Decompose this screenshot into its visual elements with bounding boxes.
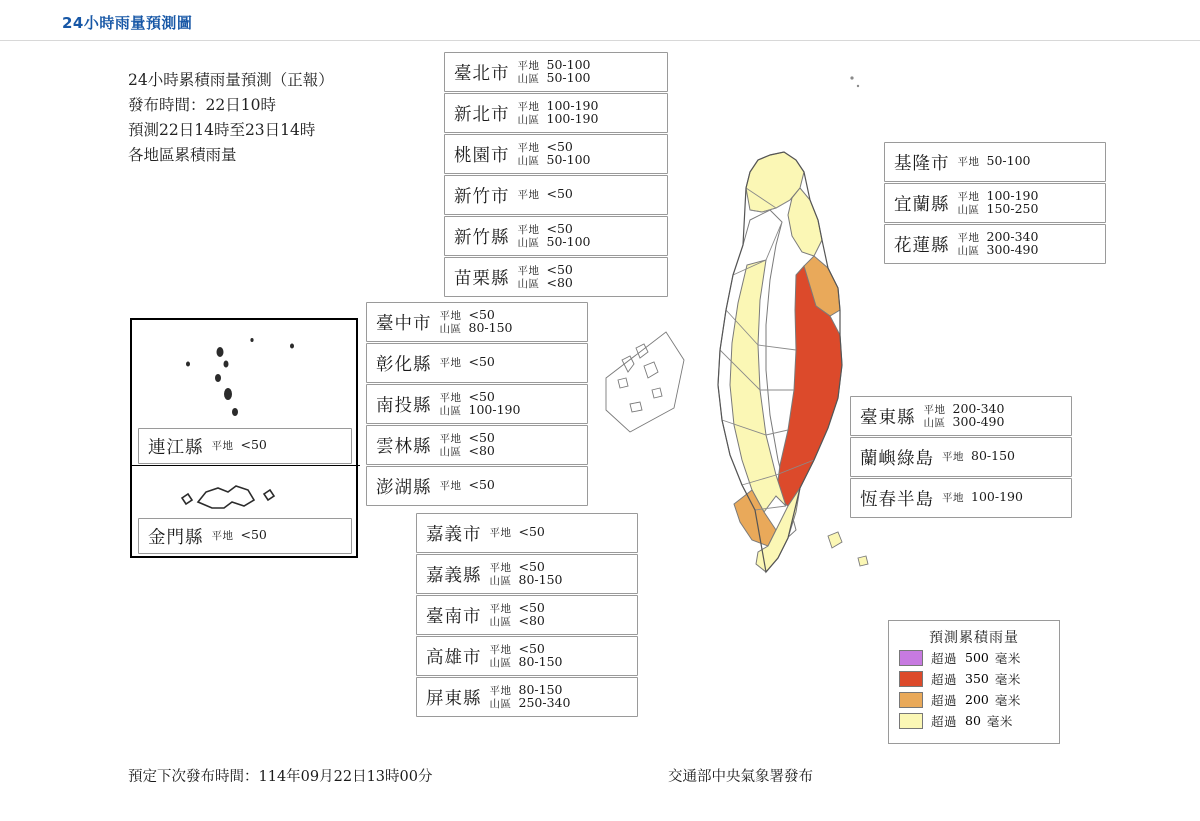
- label-plain: 平地: [211, 530, 234, 543]
- value-mountain: 300-490: [952, 414, 1005, 429]
- county-name: 雲林縣: [376, 436, 432, 457]
- label-mountain: 山區: [517, 155, 540, 167]
- county-box-tainan[interactable]: [416, 595, 638, 635]
- value-plain: <50: [518, 524, 545, 540]
- value-mountain: 150-250: [986, 201, 1039, 216]
- value-mountain: 80-150: [518, 572, 563, 587]
- label-plain: 平地: [957, 190, 980, 203]
- county-name: 宜蘭縣: [894, 194, 950, 215]
- county-box-new-taipei[interactable]: [444, 93, 668, 133]
- county-values: [517, 261, 573, 291]
- value-plain: 200-340: [952, 400, 1005, 416]
- legend-unit: 毫米: [994, 692, 1021, 708]
- county-values: [517, 97, 599, 127]
- label-plain: 平地: [439, 357, 462, 370]
- county-name: 新竹縣: [454, 227, 510, 248]
- county-box-kaohsiung[interactable]: [416, 636, 638, 676]
- value-plain: <50: [468, 306, 495, 322]
- county-name: 新竹市: [454, 186, 510, 207]
- county-values: [212, 439, 267, 453]
- value-plain: 50-100: [546, 56, 591, 72]
- county-name: 金門縣: [148, 527, 204, 548]
- label-plain: 平地: [517, 223, 540, 236]
- value-plain: <50: [546, 186, 573, 202]
- county-values: [440, 356, 495, 370]
- county-box-chiayi-county[interactable]: [416, 554, 638, 594]
- value-plain: 80-150: [971, 448, 1015, 464]
- label-plain: 平地: [517, 189, 540, 202]
- label-plain: 平地: [957, 156, 980, 169]
- legend-over-label: 超過: [931, 713, 958, 729]
- info-line-3: 預測22日14時至23日14時: [128, 121, 316, 139]
- county-box-pingtung[interactable]: [416, 677, 638, 717]
- title-divider: [0, 40, 1200, 41]
- label-plain: 平地: [439, 480, 462, 493]
- county-name: 桃園市: [454, 145, 510, 166]
- value-plain: <50: [546, 220, 573, 236]
- value-mountain: 50-100: [546, 234, 591, 249]
- county-values: [518, 188, 573, 202]
- label-plain: 平地: [439, 391, 462, 404]
- county-box-taitung[interactable]: [850, 396, 1072, 436]
- county-name: 臺中市: [376, 313, 432, 334]
- county-name: 嘉義市: [426, 524, 482, 545]
- legend-over-label: 超過: [931, 650, 958, 666]
- county-values: [942, 450, 1015, 464]
- value-plain: <50: [518, 640, 545, 656]
- legend-value: 500: [965, 650, 989, 665]
- label-mountain: 山區: [957, 204, 980, 216]
- county-values: [489, 640, 563, 670]
- value-mountain: 80-150: [518, 654, 563, 669]
- county-name: 臺東縣: [860, 407, 916, 428]
- matsu-islands-svg: [132, 324, 356, 444]
- county-box-kinmen[interactable]: [138, 518, 352, 554]
- county-values: [439, 306, 513, 336]
- county-values: [489, 681, 571, 711]
- value-plain: 50-100: [986, 153, 1031, 169]
- county-values: [440, 479, 495, 493]
- county-name: 屏東縣: [426, 688, 482, 709]
- county-values: [517, 56, 591, 86]
- label-mountain: 山區: [489, 616, 512, 628]
- label-mountain: 山區: [489, 575, 512, 587]
- value-plain: 80-150: [518, 681, 563, 697]
- county-values: [517, 138, 591, 168]
- label-plain: 平地: [489, 527, 512, 540]
- info-line-1: 24小時累積雨量預測（正報）: [128, 71, 334, 89]
- county-box-lienchiang[interactable]: [138, 428, 352, 464]
- county-values: [490, 526, 545, 540]
- county-box-nantou[interactable]: [366, 384, 588, 424]
- label-plain: 平地: [439, 309, 462, 322]
- county-box-yunlin[interactable]: [366, 425, 588, 465]
- county-name: 嘉義縣: [426, 565, 482, 586]
- value-mountain: 300-490: [986, 242, 1039, 257]
- label-mountain: 山區: [517, 278, 540, 290]
- legend-over-label: 超過: [931, 692, 958, 708]
- label-mountain: 山區: [957, 245, 980, 257]
- county-name: 蘭嶼綠島: [860, 448, 934, 469]
- county-box-taipei[interactable]: [444, 52, 668, 92]
- legend-item-500: [899, 647, 1059, 668]
- label-mountain: 山區: [517, 114, 540, 126]
- taiwan-main-island: [718, 152, 842, 572]
- county-name: 苗栗縣: [454, 268, 510, 289]
- value-plain: <50: [468, 388, 495, 404]
- label-plain: 平地: [489, 561, 512, 574]
- next-release-text: 預定下次發布時間：114年09月22日13時00分: [128, 769, 433, 785]
- county-values: [957, 187, 1039, 217]
- label-mountain: 山區: [517, 237, 540, 249]
- value-plain: <50: [518, 558, 545, 574]
- label-mountain: 山區: [489, 698, 512, 710]
- county-box-yilan[interactable]: [884, 183, 1106, 223]
- legend-unit: 毫米: [986, 713, 1013, 729]
- legend-over-label: 超過: [931, 671, 958, 687]
- label-plain: 平地: [517, 264, 540, 277]
- legend-value: 200: [965, 692, 989, 707]
- county-box-miaoli[interactable]: [444, 257, 668, 297]
- county-values: [439, 429, 495, 459]
- county-name: 基隆市: [894, 153, 950, 174]
- county-box-taoyuan[interactable]: [444, 134, 668, 174]
- legend-item-350: [899, 668, 1059, 689]
- county-box-chiayi-city[interactable]: [416, 513, 638, 553]
- legend-swatch-yellow: [899, 713, 923, 729]
- legend-item-80: [899, 710, 1059, 731]
- county-values: [517, 220, 591, 250]
- county-values: [489, 558, 563, 588]
- forecast-info: [128, 68, 334, 168]
- value-plain: <50: [546, 261, 573, 277]
- county-values: [957, 228, 1039, 258]
- county-name: 南投縣: [376, 395, 432, 416]
- county-name: 花蓮縣: [894, 235, 950, 256]
- county-name: 恆春半島: [860, 489, 934, 510]
- legend-panel: [888, 620, 1060, 744]
- label-mountain: 山區: [439, 323, 462, 335]
- value-mountain: <80: [546, 275, 573, 290]
- value-mountain: 250-340: [518, 695, 571, 710]
- legend-unit: 毫米: [994, 650, 1021, 666]
- county-name: 高雄市: [426, 647, 482, 668]
- county-box-changhua[interactable]: [366, 343, 588, 383]
- legend-title: 預測累積雨量: [929, 630, 1019, 646]
- county-box-hsinchu-city[interactable]: [444, 175, 668, 215]
- legend-value: 80: [965, 713, 981, 728]
- label-mountain: 山區: [439, 405, 462, 417]
- county-box-lanyu-lvdao[interactable]: [850, 437, 1072, 477]
- county-name: 彰化縣: [376, 354, 432, 375]
- value-mountain: <80: [518, 613, 545, 628]
- issuer-text: 交通部中央氣象署發布: [668, 769, 813, 785]
- label-mountain: 山區: [923, 417, 946, 429]
- legend-item-200: [899, 689, 1059, 710]
- info-line-4: 各地區累積雨量: [128, 146, 237, 164]
- legend-swatch-purple: [899, 650, 923, 666]
- page-title: 24小時雨量預測圖: [62, 14, 193, 32]
- value-plain: <50: [468, 354, 495, 370]
- county-name: 臺北市: [454, 63, 510, 84]
- label-plain: 平地: [489, 684, 512, 697]
- penghu-islands: [618, 344, 662, 412]
- county-box-penghu[interactable]: [366, 466, 588, 506]
- label-mountain: 山區: [517, 73, 540, 85]
- county-box-hengchun-peninsula[interactable]: [850, 478, 1072, 518]
- value-mountain: 100-190: [468, 402, 521, 417]
- value-plain: <50: [240, 437, 267, 453]
- county-values: [958, 155, 1031, 169]
- county-name: 新北市: [454, 104, 510, 125]
- county-name: 連江縣: [148, 437, 204, 458]
- label-plain: 平地: [517, 141, 540, 154]
- county-box-taichung[interactable]: [366, 302, 588, 342]
- value-mountain: 80-150: [468, 320, 513, 335]
- value-mountain: 50-100: [546, 70, 591, 85]
- value-plain: 100-190: [971, 489, 1023, 505]
- county-name: 臺南市: [426, 606, 482, 627]
- value-plain: <50: [468, 477, 495, 493]
- label-plain: 平地: [439, 432, 462, 445]
- county-box-hualien[interactable]: [884, 224, 1106, 264]
- label-plain: 平地: [957, 231, 980, 244]
- label-plain: 平地: [942, 451, 964, 464]
- legend-swatch-orange: [899, 692, 923, 708]
- label-plain: 平地: [489, 643, 512, 656]
- label-plain: 平地: [517, 59, 540, 72]
- value-plain: <50: [468, 429, 495, 445]
- region-northeast-yellow: [788, 188, 822, 256]
- county-values: [489, 599, 545, 629]
- county-values: [212, 529, 267, 543]
- value-plain: 100-190: [546, 97, 599, 113]
- label-plain: 平地: [211, 440, 234, 453]
- info-line-2: 發布時間：22日10時: [128, 96, 276, 114]
- county-values: [942, 491, 1023, 505]
- label-plain: 平地: [923, 403, 946, 416]
- value-mountain: 50-100: [546, 152, 591, 167]
- map-decor-marks: [850, 76, 859, 87]
- value-plain: <50: [518, 599, 545, 615]
- label-mountain: 山區: [439, 446, 462, 458]
- county-values: [439, 388, 521, 418]
- county-name: 澎湖縣: [376, 477, 432, 498]
- county-box-hsinchu-county[interactable]: [444, 216, 668, 256]
- offshore-east-islets: [828, 532, 868, 566]
- value-plain: <50: [546, 138, 573, 154]
- legend-swatch-red: [899, 671, 923, 687]
- legend-value: 350: [965, 671, 989, 686]
- county-box-keelung[interactable]: [884, 142, 1106, 182]
- island-divider: [132, 465, 360, 466]
- offshore-islands-panel: [130, 318, 358, 558]
- label-plain: 平地: [517, 100, 540, 113]
- legend-unit: 毫米: [994, 671, 1021, 687]
- value-mountain: 100-190: [546, 111, 599, 126]
- label-plain: 平地: [942, 492, 964, 505]
- value-plain: 100-190: [986, 187, 1039, 203]
- value-plain: <50: [240, 527, 267, 543]
- value-mountain: <80: [468, 443, 495, 458]
- value-plain: 200-340: [986, 228, 1039, 244]
- label-mountain: 山區: [489, 657, 512, 669]
- label-plain: 平地: [489, 602, 512, 615]
- county-values: [923, 400, 1005, 430]
